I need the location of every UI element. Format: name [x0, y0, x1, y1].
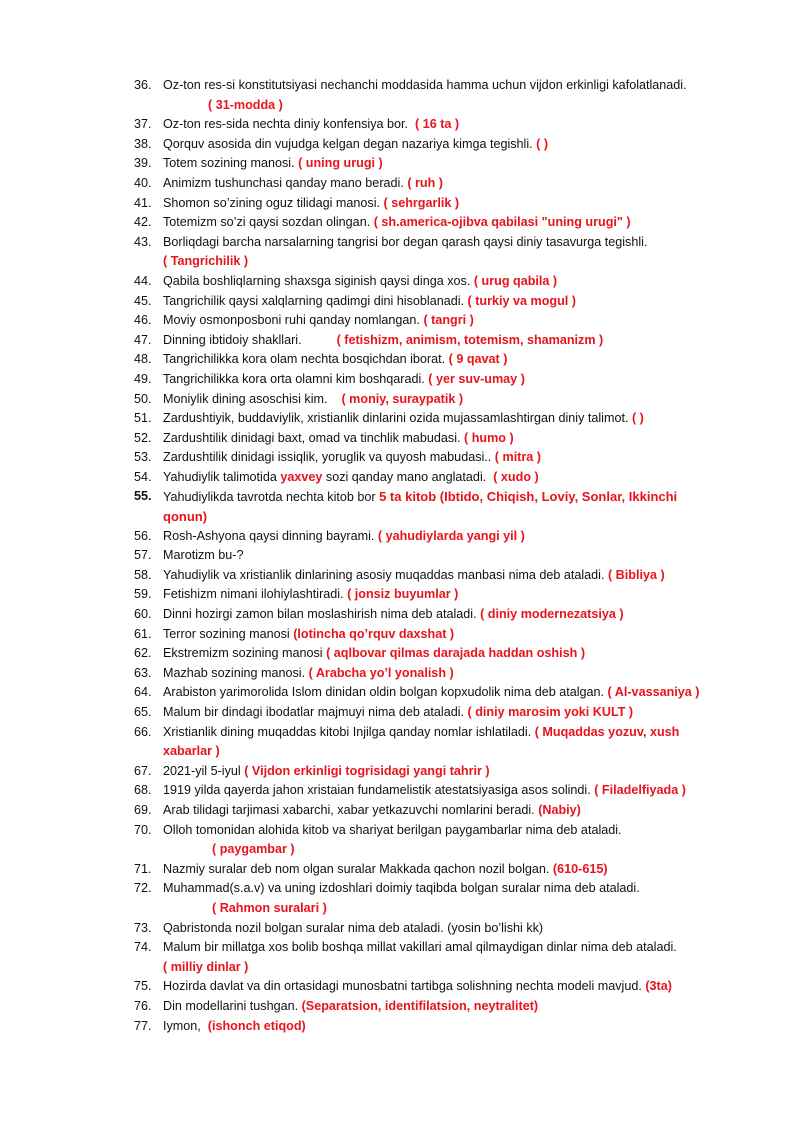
question-text: Oz-ton res-si konstitutsiyasi nechanchi moddasida hamma uchun vijdon erkinligi kafolatlanadi.: [163, 78, 687, 92]
question-line: [163, 154, 383, 174]
item-number: 47.: [134, 332, 152, 347]
answer-text: ( Arabcha yo’l yonalish ): [308, 665, 454, 680]
question-text: Yahudiylik talimotida: [163, 469, 281, 484]
answer-text: (3ta): [645, 979, 672, 994]
item-number: 40.: [134, 175, 152, 190]
item-number: 49.: [134, 371, 152, 386]
question-text: 1919 yilda qayerda jahon xristaian fundamelistik atestatsiyasiga asos solindi.: [163, 783, 595, 798]
item-number: 39.: [134, 156, 152, 171]
answer-text: ( 31-modda ): [208, 97, 283, 112]
question-line: [163, 174, 443, 194]
item-number: 65.: [134, 705, 152, 719]
question-line: [163, 938, 677, 958]
list-item: [0, 409, 800, 429]
item-number: 36.: [134, 78, 152, 92]
item-number: 74.: [134, 940, 152, 955]
question-line: [163, 115, 459, 135]
question-text-continued: sozi qanday mano anglatadi.: [322, 469, 494, 484]
list-item: [0, 664, 800, 684]
question-text: Zardushtilik dinidagi baxt, omad va tinchlik mabudasi.: [163, 430, 465, 445]
item-number: 77.: [134, 1018, 152, 1033]
question-text: Oz-ton res-sida nechta diniy konfensiya bor.: [163, 117, 416, 132]
item-number: 57.: [134, 548, 152, 563]
question-text: Fetishizm nimani ilohiylashtiradi.: [163, 587, 348, 602]
item-number: 63.: [134, 665, 152, 680]
answer-text: xabarlar ): [163, 744, 220, 759]
item-number: 59.: [134, 587, 152, 602]
answer-text: (lotincha qo’rquv daxshat ): [293, 626, 455, 641]
item-number: 45.: [134, 293, 152, 308]
item-number: 73.: [134, 920, 152, 935]
answer-text: ( humo ): [464, 430, 514, 445]
question-line: [163, 390, 463, 410]
item-number: 70.: [134, 822, 152, 837]
question-text: Nazmiy suralar deb nom olgan suralar Makkada qachon nozil bolgan.: [163, 861, 553, 876]
question-text: Din modellarini tushgan.: [163, 998, 302, 1013]
list-item: [0, 605, 800, 625]
item-number: 53.: [134, 450, 152, 465]
item-number: 52.: [134, 430, 152, 445]
answer-continuation-line: [0, 899, 800, 919]
list-item: [0, 566, 800, 586]
answer-text: ( ): [536, 136, 549, 151]
list-item: [0, 233, 800, 253]
answer-text: ( jonsiz buyumlar ): [347, 587, 459, 602]
list-item: [0, 487, 800, 507]
question-line: [163, 350, 507, 370]
item-number: 66.: [134, 724, 152, 739]
answer-text: ( urug qabila ): [473, 273, 558, 288]
item-number: 75.: [134, 979, 152, 994]
question-line: [163, 605, 624, 625]
list-item: [0, 292, 800, 312]
question-line: [163, 233, 647, 253]
item-number: 71.: [134, 861, 152, 876]
list-item: [0, 311, 800, 331]
answer-continuation-line: [0, 840, 800, 860]
answer-text: ( fetishizm, animism, totemism, shamanizm ): [336, 332, 604, 347]
question-line: [163, 723, 679, 743]
answer-text: ( yer suv-umay ): [428, 371, 525, 386]
item-number: 37.: [134, 117, 152, 132]
item-number: 48.: [134, 352, 152, 367]
question-text: Rosh-Ashyona qaysi dinning bayrami.: [163, 528, 378, 543]
question-line: [163, 879, 640, 899]
question-line: [163, 821, 622, 841]
answer-text: ( 9 qavat ): [448, 352, 508, 367]
answer-text: (610-615): [552, 861, 608, 876]
question-text: Arabiston yarimorolida Islom dinidan oldin bolgan kopxudolik nima deb atalgan.: [163, 685, 608, 700]
list-item: [0, 448, 800, 468]
answer-text: ( ruh ): [407, 175, 443, 190]
answer-text: ( 16 ta ): [415, 117, 460, 132]
answer-text: ( ): [631, 411, 644, 426]
question-line: [163, 1017, 306, 1037]
answer-text: ( xudo ): [493, 469, 539, 484]
answer-continuation-line: [0, 252, 800, 272]
question-text: Iymon,: [163, 1018, 208, 1033]
list-item: [0, 213, 800, 233]
item-number: 64.: [134, 685, 152, 700]
list-item: [0, 683, 800, 703]
item-number: 68.: [134, 783, 152, 798]
answer-text: ( aqlbovar qilmas darajada haddan oshish ): [326, 646, 586, 661]
answer-continuation-line: [0, 96, 800, 116]
item-number: 56.: [134, 528, 152, 543]
list-item: [0, 781, 800, 801]
question-line: [163, 566, 665, 586]
list-item: [0, 644, 800, 664]
answer-text: ( turkiy va mogul ): [467, 293, 576, 308]
list-item: [0, 625, 800, 645]
question-line: [163, 213, 631, 233]
question-text: Tangrichilikka kora orta olamni kim boshqaradi.: [163, 371, 429, 386]
answer-text: ( Filadelfiyada ): [594, 783, 686, 798]
list-item: [0, 938, 800, 958]
list-item: [0, 762, 800, 782]
item-number: 62.: [134, 646, 152, 661]
question-text: Moniylik dining asoschisi kim.: [163, 391, 342, 406]
question-text: Malum bir dindagi ibodatlar majmuyi nima deb ataladi.: [163, 705, 468, 719]
list-item: [0, 821, 800, 841]
question-text: Yahudiylik va xristianlik dinlarining asosiy muqaddas manbasi nima deb ataladi.: [163, 567, 608, 582]
question-line: [163, 703, 633, 723]
answer-text: qonun): [163, 509, 208, 525]
question-line: [163, 370, 525, 390]
item-number: 44.: [134, 273, 152, 288]
question-text: Moviy osmonposboni ruhi qanday nomlangan.: [163, 313, 424, 328]
list-item: [0, 703, 800, 723]
answer-text: ( diniy marosim yoki KULT ): [467, 705, 634, 719]
item-number: 67.: [134, 763, 152, 778]
question-line: [163, 331, 603, 351]
item-number: 54.: [134, 469, 152, 484]
answer-text: ( Vijdon erkinligi togrisidagi yangi tahrir ): [244, 763, 490, 778]
answer-text: ( sh.america-ojibva qabilasi "uning urugi" ): [373, 215, 631, 230]
list-item: [0, 977, 800, 997]
answer-text: ( Rahmon suralari ): [212, 900, 327, 915]
question-line: [163, 468, 539, 488]
question-text: Marotizm bu-?: [163, 548, 244, 563]
question-text: Tangrichilik qaysi xalqlarning qadimgi dini hisoblanadi.: [163, 293, 468, 308]
answer-text: ( yahudiylarda yangi yil ): [377, 528, 525, 543]
question-text: Dinni hozirgi zamon bilan moslashirish nima deb ataladi.: [163, 607, 481, 622]
item-number: 55.: [134, 489, 152, 504]
item-number: 38.: [134, 136, 152, 151]
list-item: [0, 370, 800, 390]
list-item: [0, 801, 800, 821]
list-item: [0, 174, 800, 194]
answer-text: (Separatsion, identifilatsion, neytralitet): [301, 998, 539, 1013]
item-number: 58.: [134, 567, 152, 582]
question-text: Totemizm so’zi qaysi sozdan olingan.: [163, 215, 374, 230]
question-text: Zardushtilik dinidagi issiqlik, yoruglik va quyosh mabudasi..: [163, 450, 495, 465]
question-line: [163, 664, 454, 684]
list-item: [0, 135, 800, 155]
list-item: [0, 154, 800, 174]
question-line: [163, 135, 548, 155]
list-item: [0, 272, 800, 292]
question-text: Borliqdagi barcha narsalarning tangrisi bor degan qarash qaysi diniy tasavurga tegishli.: [163, 234, 648, 249]
answer-text: ( Muqaddas yozuv, xush: [534, 724, 680, 739]
question-line: [163, 448, 541, 468]
item-number: 69.: [134, 802, 152, 817]
answer-text: ( mitra ): [494, 450, 541, 465]
question-text: Xristianlik dining muqaddas kitobi Injilga qanday nomlar ishlatiladi.: [163, 724, 535, 739]
question-text: Malum bir millatga xos bolib boshqa millat vakillari amal qilmaydigan dinlar nima deb ataladi.: [163, 940, 677, 955]
question-text: Qorquv asosida din vujudga kelgan degan nazariya kimga tegishli.: [163, 136, 537, 151]
question-text: Tangrichilikka kora olam nechta bosqichdan iborat.: [163, 352, 449, 367]
question-line: [163, 860, 608, 880]
list-item: [0, 194, 800, 214]
answer-text: ( sehrgarlik ): [383, 195, 460, 210]
list-item: [0, 546, 800, 566]
question-line: [163, 292, 576, 312]
item-number: 42.: [134, 215, 152, 230]
item-number: 43.: [134, 234, 152, 249]
item-number: 50.: [134, 391, 152, 406]
question-text: Qabristonda nozil bolgan suralar nima deb ataladi. (yosin bo’lishi kk): [163, 920, 544, 935]
item-number: 72.: [134, 881, 152, 896]
answer-text: (ishonch etiqod): [207, 1018, 306, 1033]
question-line: [163, 272, 557, 292]
answer-text: 5 ta kitob (Ibtido, Chiqish, Loviy, Sonlar, Ikkinchi: [379, 489, 678, 505]
list-item: [0, 390, 800, 410]
question-text: Yahudiylikda tavrotda nechta kitob bor: [163, 490, 380, 505]
question-line: [163, 625, 454, 645]
list-item: [0, 429, 800, 449]
list-item: [0, 527, 800, 547]
answer-text: (Nabiy): [538, 802, 581, 817]
answer-text: ( Al-vassaniya ): [607, 685, 700, 700]
answer-text: ( diniy modernezatsiya ): [480, 607, 624, 622]
question-text: Totem sozining manosi.: [163, 156, 299, 171]
question-line: [163, 585, 458, 605]
list-item: [0, 879, 800, 899]
list-item: [0, 1017, 800, 1037]
answer-text: ( moniy, suraypatik ): [341, 391, 464, 406]
question-text: Hozirda davlat va din ortasidagi munosbatni tartibga solishning nechta modeli mavjud.: [163, 979, 646, 994]
question-line: [163, 487, 677, 508]
item-number: 76.: [134, 998, 152, 1013]
item-number: 61.: [134, 626, 152, 641]
question-text: Terror sozining manosi: [163, 626, 294, 641]
question-text: Olloh tomonidan alohida kitob va shariyat berilgan paygambarlar nima deb ataladi.: [163, 822, 622, 837]
answer-text: ( Tangrichilik ): [163, 254, 249, 269]
question-line: [163, 76, 687, 96]
item-number: 60.: [134, 607, 152, 622]
answer-text: ( milliy dinlar ): [163, 959, 249, 974]
question-line: [163, 683, 699, 703]
question-text: Dinning ibtidoiy shakllari.: [163, 332, 337, 347]
list-item: [0, 860, 800, 880]
list-item: [0, 919, 800, 939]
question-line: [163, 409, 644, 429]
list-item: [0, 331, 800, 351]
item-number: 46.: [134, 313, 152, 328]
question-text: Shomon so’zining oguz tilidagi manosi.: [163, 195, 384, 210]
list-item: [0, 997, 800, 1017]
question-line: [163, 644, 585, 664]
question-line: [163, 919, 543, 939]
question-text: Ekstremizm sozining manosi: [163, 646, 327, 661]
question-line: [163, 194, 459, 214]
list-item: [0, 115, 800, 135]
question-list: [0, 76, 800, 1036]
answer-continuation-line: [0, 507, 800, 527]
answer-text: ( Bibliya ): [607, 567, 665, 582]
answer-continuation-line: [0, 958, 800, 978]
question-line: [163, 762, 490, 782]
list-item: [0, 723, 800, 743]
question-text: Qabila boshliqlarning shaxsga siginish qaysi dinga xos.: [163, 273, 474, 288]
list-item: [0, 468, 800, 488]
list-item: [0, 76, 800, 96]
question-line: [163, 801, 581, 821]
question-line: [163, 546, 243, 566]
highlighted-term: yaxvey: [280, 469, 323, 484]
answer-continuation-line: [0, 742, 800, 762]
question-line: [163, 781, 686, 801]
question-text: Zardushtiyik, buddaviylik, xristianlik dinlarini ozida mujassamlashtirgan diniy talimot.: [163, 411, 632, 426]
question-line: [163, 527, 525, 547]
question-text: Animizm tushunchasi qanday mano beradi.: [163, 175, 408, 190]
item-number: 51.: [134, 411, 152, 426]
answer-text: ( uning urugi ): [298, 156, 383, 171]
list-item: [0, 585, 800, 605]
question-line: [163, 997, 538, 1017]
question-text: Arab tilidagi tarjimasi xabarchi, xabar yetkazuvchi nomlarini beradi.: [163, 802, 539, 817]
answer-text: ( tangri ): [423, 313, 474, 328]
item-number: 41.: [134, 195, 152, 210]
question-line: [163, 429, 514, 449]
question-line: [163, 977, 672, 997]
question-text: 2021-yil 5-iyul: [163, 763, 245, 778]
list-item: [0, 350, 800, 370]
answer-text: ( paygambar ): [212, 842, 295, 857]
question-line: [163, 311, 474, 331]
question-text: Mazhab sozining manosi.: [163, 665, 309, 680]
question-text: Muhammad(s.a.v) va uning izdoshlari doimiy taqibda bolgan suralar nima deb ataladi.: [163, 881, 640, 896]
